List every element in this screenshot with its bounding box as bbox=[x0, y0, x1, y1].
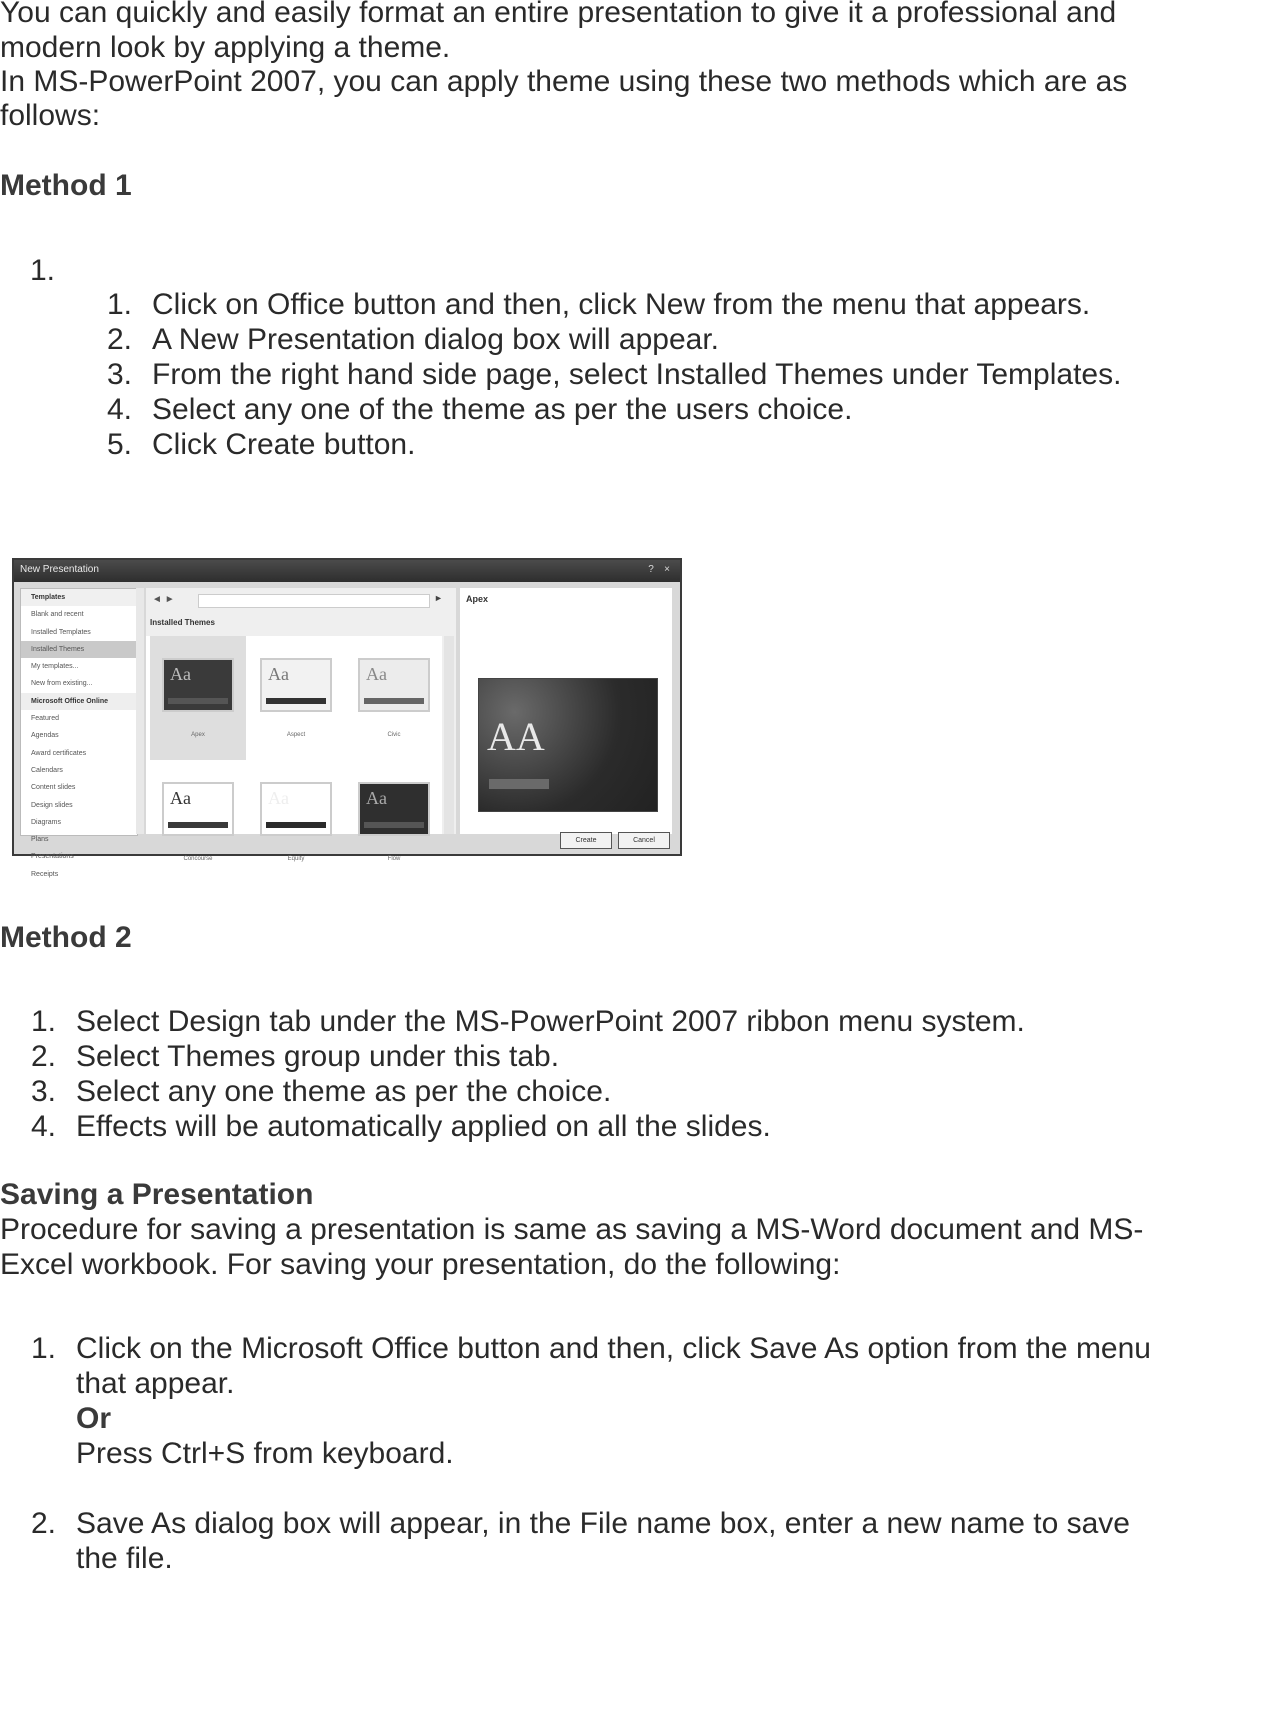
help-icon[interactable]: ? bbox=[648, 564, 654, 575]
dialog-titlebar bbox=[14, 560, 680, 582]
dialog-title: New Presentation bbox=[20, 564, 99, 575]
list-number: 1. bbox=[106, 288, 132, 321]
list-text: Select any one of the theme as per the users choice. bbox=[152, 393, 853, 426]
sidebar-item[interactable]: Agendas bbox=[31, 732, 59, 740]
search-field[interactable] bbox=[198, 594, 430, 608]
themes-grid bbox=[146, 636, 442, 862]
sidebar-item[interactable]: Design slides bbox=[31, 801, 73, 809]
sidebar-item[interactable]: Installed Themes bbox=[21, 641, 137, 658]
theme-preview-image: AA bbox=[478, 678, 658, 812]
list-text: Click Create button. bbox=[152, 428, 416, 461]
outer-list-number: 1. bbox=[30, 254, 56, 287]
saving-paragraph-line: Excel workbook. For saving your presentation, do the following: bbox=[0, 1248, 841, 1281]
list-number: 4. bbox=[106, 393, 132, 426]
section-title: Installed Themes bbox=[150, 618, 215, 627]
sidebar-item[interactable]: Content slides bbox=[31, 784, 76, 792]
theme-label: Apex bbox=[191, 732, 205, 738]
theme-label: Aspect bbox=[286, 732, 306, 738]
theme-preview-icon: Aa bbox=[162, 658, 234, 712]
saving-paragraph-line: Procedure for saving a presentation is same as saving a MS-Word document and MS- bbox=[0, 1213, 1144, 1246]
theme-preview-icon: Aa bbox=[260, 658, 332, 712]
preview-pane bbox=[460, 588, 672, 834]
sidebar-item[interactable]: Blank and recent bbox=[31, 611, 84, 619]
list-text: A New Presentation dialog box will appear. bbox=[152, 323, 720, 356]
intro-text-line: In MS-PowerPoint 2007, you can apply theme using these two methods which are as bbox=[0, 65, 1128, 98]
sidebar-item[interactable]: Microsoft Office Online bbox=[21, 693, 137, 710]
sidebar-scrollbar[interactable] bbox=[136, 588, 144, 834]
list-text: Click on Office button and then, click New from the menu that appears. bbox=[152, 288, 1091, 321]
list-number: 3. bbox=[106, 358, 132, 391]
sidebar-item[interactable]: Award certificates bbox=[31, 749, 87, 757]
list-text: Effects will be automatically applied on all the slides. bbox=[76, 1110, 771, 1143]
list-text: Select Themes group under this tab. bbox=[76, 1040, 560, 1073]
sidebar-item[interactable]: Receipts bbox=[31, 870, 59, 878]
saving-step-2-line: the file. bbox=[76, 1542, 173, 1575]
theme-preview-icon: Aa bbox=[358, 658, 430, 712]
saving-step-1-line: Click on the Microsoft Office button and then, click Save As option from the menu bbox=[76, 1332, 1151, 1365]
theme-preview-icon: Aa bbox=[358, 782, 430, 836]
themes-scrollbar[interactable] bbox=[444, 636, 454, 834]
templates-sidebar bbox=[20, 588, 138, 878]
list-number: 2. bbox=[30, 1040, 56, 1073]
list-text: Select any one theme as per the choice. bbox=[76, 1075, 612, 1108]
theme-label: Civic bbox=[387, 732, 401, 738]
list-number: 3. bbox=[30, 1075, 56, 1108]
list-number: 2. bbox=[106, 323, 132, 356]
saving-heading: Saving a Presentation bbox=[0, 1178, 314, 1211]
sidebar-item[interactable]: Calendars bbox=[31, 766, 63, 774]
theme-preview-icon: Aa bbox=[162, 782, 234, 836]
method2-heading: Method 2 bbox=[0, 921, 132, 954]
sidebar-item[interactable]: Presentations bbox=[31, 853, 74, 861]
sidebar-item: Templates bbox=[21, 589, 137, 606]
create-button[interactable]: Create bbox=[560, 832, 612, 849]
list-number: 1. bbox=[30, 1005, 56, 1038]
list-text: Select Design tab under the MS-PowerPoint 2007 ribbon menu system. bbox=[76, 1005, 1025, 1038]
sidebar-item[interactable]: Plans bbox=[31, 836, 49, 844]
or-label: Or bbox=[76, 1402, 112, 1435]
list-number: 5. bbox=[106, 428, 132, 461]
back-arrow-icon[interactable]: ◄ ► bbox=[152, 594, 175, 605]
intro-text-line: You can quickly and easily format an entire presentation to give it a professional and bbox=[0, 0, 1117, 29]
sidebar-item[interactable]: Installed Templates bbox=[31, 628, 91, 636]
theme-label: Flow bbox=[387, 856, 401, 862]
new-presentation-dialog bbox=[12, 558, 682, 878]
sidebar-item[interactable]: Featured bbox=[31, 715, 60, 723]
cancel-button[interactable]: Cancel bbox=[618, 832, 670, 849]
intro-text-line: follows: bbox=[0, 99, 101, 132]
saving-step-1-line: that appear. bbox=[76, 1367, 235, 1400]
go-arrow-icon[interactable]: ► bbox=[434, 593, 443, 603]
close-icon[interactable]: × bbox=[664, 564, 670, 575]
theme-preview-icon: Aa bbox=[260, 782, 332, 836]
theme-thumbnail[interactable] bbox=[346, 636, 442, 760]
theme-label: Equity bbox=[287, 856, 305, 862]
theme-label: Concourse bbox=[183, 856, 213, 862]
theme-thumbnail[interactable] bbox=[248, 636, 344, 760]
method1-heading: Method 1 bbox=[0, 169, 132, 202]
shortcut-text: Press Ctrl+S from keyboard. bbox=[76, 1437, 454, 1470]
theme-thumbnail[interactable] bbox=[150, 636, 246, 760]
saving-step-2-line: Save As dialog box will appear, in the File name box, enter a new name to save bbox=[76, 1507, 1130, 1540]
list-number: 4. bbox=[30, 1110, 56, 1143]
forward-arrow-icon[interactable]: ► bbox=[164, 594, 175, 605]
sidebar-item[interactable]: My templates... bbox=[31, 663, 79, 671]
preview-title: Apex bbox=[466, 594, 489, 604]
theme-thumbnail[interactable] bbox=[248, 760, 344, 884]
theme-thumbnail[interactable] bbox=[150, 760, 246, 884]
themes-panel bbox=[146, 588, 456, 862]
theme-thumbnail[interactable] bbox=[346, 760, 442, 884]
list-text: From the right hand side page, select Installed Themes under Templates. bbox=[152, 358, 1122, 391]
sidebar-item[interactable]: New from existing... bbox=[31, 680, 93, 688]
sidebar-item[interactable]: Diagrams bbox=[31, 818, 61, 826]
intro-text-line: modern look by applying a theme. bbox=[0, 31, 451, 64]
